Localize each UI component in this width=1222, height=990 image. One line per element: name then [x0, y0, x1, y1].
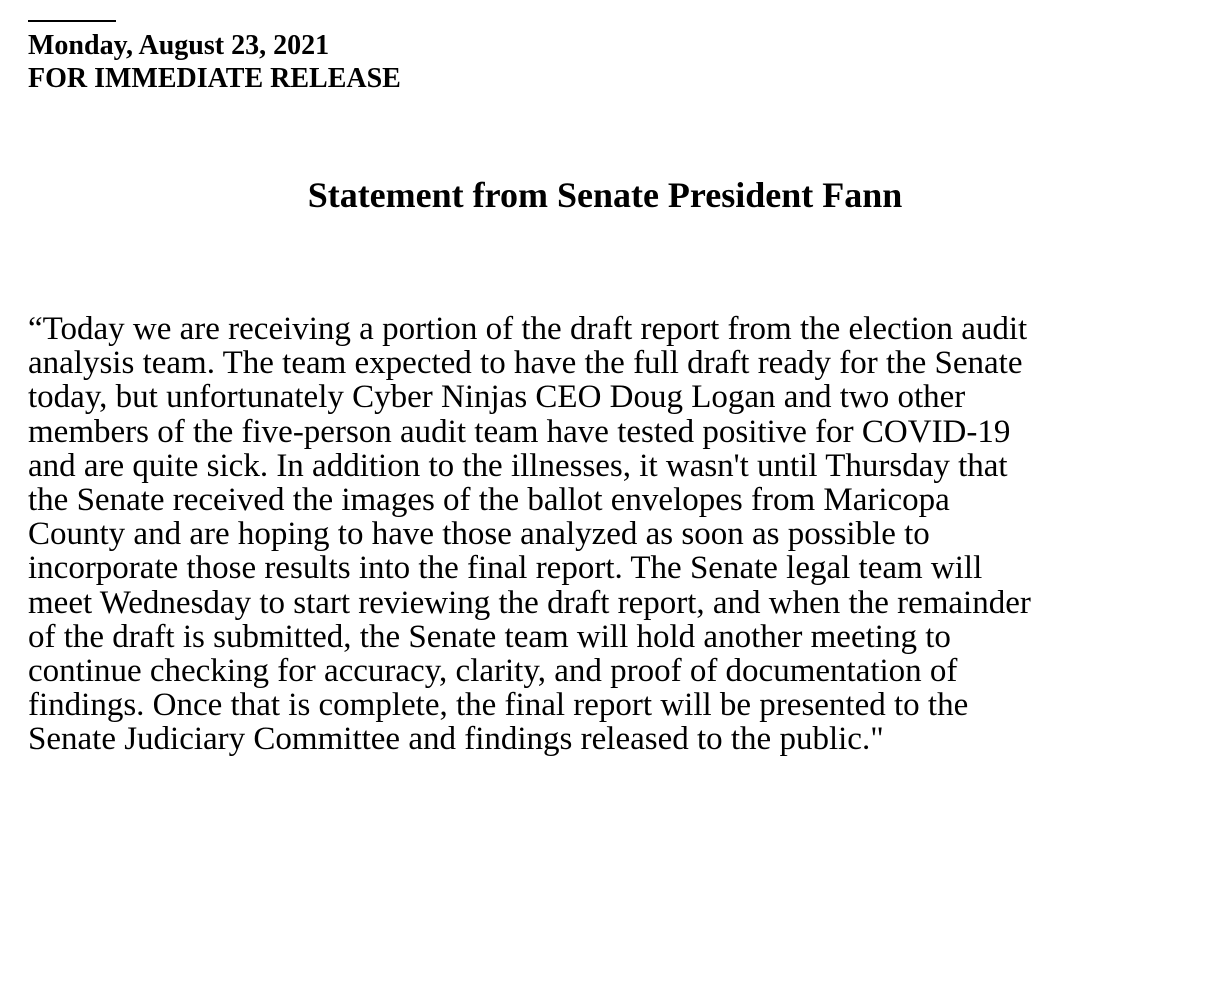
- statement-line: the Senate received the images of the ballot envelopes from Maricopa: [28, 482, 950, 519]
- statement-line: Senate Judiciary Committee and findings released to the public.": [28, 721, 884, 758]
- statement-line: continue checking for accuracy, clarity, and proof of documentation of: [28, 653, 958, 690]
- release-date: Monday, August 23, 2021: [28, 30, 330, 61]
- release-status: FOR IMMEDIATE RELEASE: [28, 63, 401, 94]
- statement-line: findings. Once that is complete, the final report will be presented to the: [28, 687, 969, 724]
- statement-line: County and are hoping to have those analyzed as soon as possible to: [28, 516, 930, 553]
- statement-line: members of the five-person audit team have tested positive for COVID-19: [28, 413, 1011, 450]
- statement-line: incorporate those results into the final report. The Senate legal team will: [28, 550, 983, 587]
- statement-line: analysis team. The team expected to have the full draft ready for the Senate: [28, 345, 1023, 382]
- statement-line: today, but unfortunately Cyber Ninjas CEO Doug Logan and two other: [28, 379, 966, 416]
- statement-line: of the draft is submitted, the Senate team will hold another meeting to: [28, 618, 951, 655]
- statement-title: Statement from Senate President Fann: [307, 175, 903, 215]
- statement-line: and are quite sick. In addition to the illnesses, it wasn't until Thursday that: [28, 447, 1008, 484]
- header-rule: [28, 20, 116, 22]
- statement-body: [28, 312, 1208, 757]
- statement-line: meet Wednesday to start reviewing the draft report, and when the remainder: [28, 584, 1031, 621]
- statement-line: “Today we are receiving a portion of the draft report from the election audit: [28, 311, 1028, 347]
